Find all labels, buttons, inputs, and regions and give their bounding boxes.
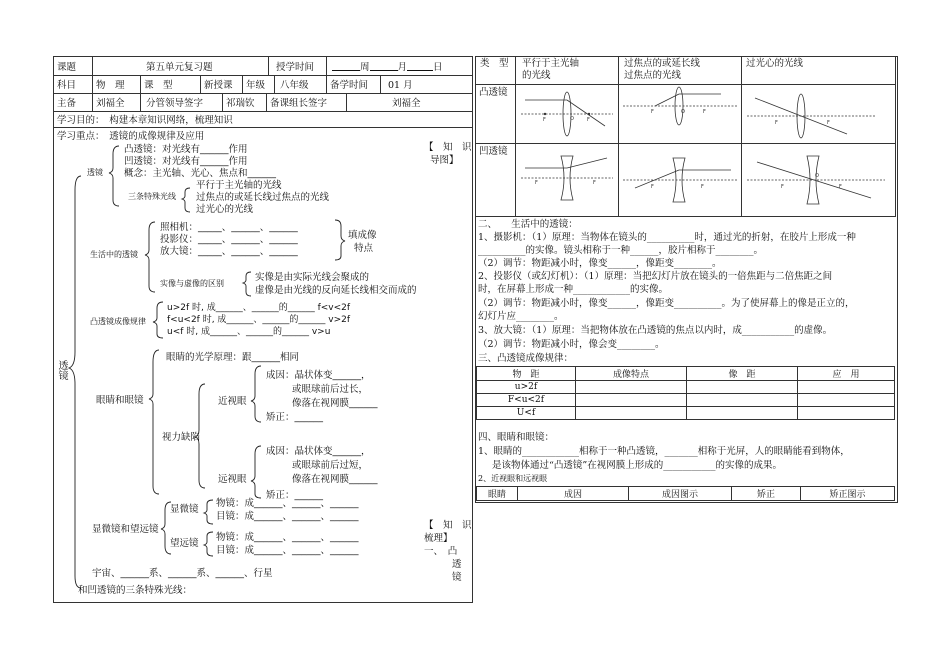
imaging-cell[interactable]	[798, 407, 895, 420]
group-sign-value: 刘福全	[392, 98, 421, 109]
convex-center-diagram	[747, 94, 875, 138]
convex2-o: O	[681, 109, 685, 115]
life-p3: （2）调节：物距减小时，像变______，像距变________。	[478, 258, 722, 269]
header-row-1	[54, 57, 472, 76]
concave3-f-right: F	[839, 184, 842, 190]
hyperopia-label: 远视眼	[218, 474, 247, 485]
side-tag-sort-3: 一、 凸	[424, 546, 458, 557]
topic-value: 第五单元复习题	[146, 62, 213, 73]
ray-1: 平行于主光轴的光线	[196, 180, 282, 191]
concave-focus-diagram	[623, 158, 737, 202]
life-p6: （2）调节：物距减小时，像变______，像距变__________。为了使屏幕上的像是正立的，	[478, 298, 855, 309]
eye-p3: 2、近视眼和远视眼	[478, 474, 548, 483]
scope-title: 显微镜和望远镜	[92, 524, 159, 535]
grade-value: 八年级	[280, 80, 309, 91]
rays-head-focus-1: 过焦点的或延长线	[624, 58, 701, 69]
life-projector: 投影仪：_____、______、______	[160, 234, 298, 245]
imaging-head-v: 像 距	[687, 367, 798, 381]
rays-head-parallel-2: 的光线	[522, 70, 551, 81]
life-magnifier: 放大镜：_____、______、______	[160, 246, 298, 257]
convex-f-left: F	[543, 117, 546, 123]
header-row-3	[54, 93, 472, 112]
imaging-head-use: 应 用	[798, 367, 895, 381]
virtual-image-line: 虚像是由光线的反向延长线相交而成的	[255, 285, 417, 296]
concave2-f-right: F	[701, 184, 704, 190]
prep-time-value: 01 月	[388, 80, 413, 91]
side-tag-map-1: 【 知 识	[424, 142, 472, 153]
life-fill-hint-2: 特点	[354, 243, 374, 254]
myopia-cause: 成因：晶状体变______，	[266, 370, 371, 381]
ray-2: 过焦点的或延长线过焦点的光线	[196, 192, 330, 203]
lens-title: 透镜	[87, 168, 103, 177]
life-p5: 时，在屏幕上形成一种____________的实像。	[478, 284, 669, 295]
side-tag-sort-2: 梳理】	[424, 533, 453, 544]
concept-line: 概念：主光轴、光心、焦点和______	[124, 168, 277, 179]
teach-time-value[interactable]: 周 月 日	[332, 57, 443, 75]
side-tag-sort-1: 【 知 识	[424, 520, 472, 531]
convex-f-right: F	[587, 117, 590, 123]
real-image-line: 实像是由实际光线会聚成的	[255, 272, 370, 283]
concave-parallel-diagram	[521, 156, 613, 200]
eye-head-cause-fig: 成因图示	[629, 487, 732, 501]
concave3-f-left: F	[781, 184, 784, 190]
telescope-label: 望远镜	[170, 538, 199, 549]
micro-eyepiece: 目镜：成______、______、______	[216, 511, 359, 522]
eye-p2: 是该物体通过“凸透镜”在视网膜上形成的___________的实像的成果。	[492, 460, 782, 471]
main-prep-value: 刘福全	[96, 98, 125, 109]
label-subject: 科目	[57, 80, 77, 91]
concave-f-right: F	[593, 180, 596, 186]
rays-head-center: 过光心的光线	[746, 58, 804, 69]
label-main-prep: 主备	[57, 98, 77, 109]
rays-row-convex: 凸透镜	[479, 87, 508, 98]
imaging-cell[interactable]	[576, 394, 687, 407]
eye-head-eye: 眼睛	[477, 487, 518, 501]
convex2-f-left: F	[651, 109, 654, 115]
concave-f-left: F	[535, 180, 538, 186]
hyperopia-fix: 矫正：______	[266, 490, 324, 501]
imaging-cell[interactable]	[576, 407, 687, 420]
imaging-line-3: u<f 时, 成______、______的______ v>u	[167, 327, 331, 337]
imaging-row-2: F<u<2f	[477, 394, 576, 407]
concave-line: 凹透镜：对光线有______作用	[124, 156, 248, 167]
convex-parallel-diagram	[521, 92, 613, 136]
convex3-f-right: F	[827, 120, 830, 126]
imaging-section-title: 三、凸透镜成像规律：	[478, 353, 574, 364]
learning-goal: 学习目的： 构建本章知识网络，梳理知识	[57, 115, 233, 126]
life-p8: 3、放大镜：（1）原理：当把物体放在凸透镜的焦点以内时，成___________的虚像。	[478, 325, 833, 336]
imaging-table	[476, 366, 895, 420]
mindmap-bottom-line: 和凹透镜的三条特殊光线：	[78, 585, 193, 596]
eye-p1: 1、眼睛的____________相称于一种凸透镜，_______相称于光屏，人的眼睛能看到物体，	[478, 446, 850, 457]
eye-head-cause: 成因	[518, 487, 629, 501]
hyperopia-cause-2: 或眼球前后过短，	[292, 460, 369, 471]
imaging-line-2: f<u<2f 时, 成______、______的______ v>2f	[167, 315, 351, 325]
header-row-2	[54, 75, 472, 94]
imaging-head-u: 物 距	[477, 367, 576, 381]
life-camera: 照相机：_____、______、______	[160, 222, 298, 233]
life-p7: 幻灯片应________。	[478, 311, 564, 322]
ray-3: 过光心的光线	[196, 204, 254, 215]
life-p1: 1、摄影机：（1）原理：当物体在镜头的__________时，通过光的折射，在胶片上形成一种	[478, 232, 856, 243]
myopia-fix: 矫正：______	[266, 412, 324, 423]
myopia-cause-3: 像落在视网膜______	[292, 398, 378, 409]
tele-objective: 物镜：成______、______、______	[216, 532, 359, 543]
vision-defect: 视力缺陷	[162, 432, 201, 443]
life-p9: （2）调节：物距减小时，像会变________。	[478, 339, 665, 350]
label-prep-time: 备学时间	[330, 80, 369, 91]
life-p2: __________的实像。镜头相称于一种______，胶片相称于________。	[478, 245, 764, 256]
leader-sign-value: 祁瑞钦	[226, 98, 255, 109]
hyperopia-cause: 成因：晶状体变______，	[266, 446, 371, 457]
rays-head-type: 类 型	[480, 58, 509, 69]
imaging-title: 凸透镜成像规律	[90, 317, 146, 326]
label-leader-sign: 分管领导签字	[146, 98, 204, 109]
imaging-cell[interactable]	[798, 394, 895, 407]
rays-row-concave: 凹透镜	[479, 146, 508, 157]
side-tag-map-2: 导图】	[430, 155, 459, 166]
life-fill-hint: 填成像	[348, 230, 377, 241]
side-tag-sort-4: 透	[452, 559, 462, 570]
label-lesson-type: 课 型	[144, 80, 173, 91]
imaging-line-1: u>2f 时, 成______、______的______ f<v<2f	[167, 303, 351, 313]
imaging-row-1: u>2f	[477, 381, 576, 394]
convex-line: 凸透镜：对光线有______作用	[124, 144, 248, 155]
convex-o: O	[570, 116, 574, 122]
side-tag-sort-5: 镜	[452, 572, 462, 583]
label-topic: 课题	[57, 62, 77, 73]
imaging-cell[interactable]	[687, 394, 798, 407]
subject-value: 物 理	[96, 80, 125, 91]
imaging-row-3: U<f	[477, 407, 576, 420]
lesson-type-value: 新授课	[204, 80, 233, 91]
imaging-cell[interactable]	[576, 381, 687, 394]
eye-section-title: 四、眼睛和眼镜：	[478, 432, 555, 443]
imaging-cell[interactable]	[798, 381, 895, 394]
imaging-cell[interactable]	[687, 381, 798, 394]
label-group-sign: 备课组长签字	[270, 98, 328, 109]
imaging-cell[interactable]	[687, 407, 798, 420]
concave-center-diagram	[747, 156, 885, 204]
goal-row	[54, 111, 472, 128]
eye-title: 眼睛和眼镜	[96, 395, 144, 406]
concave3-o: O	[815, 173, 819, 179]
life-title: 生活中的透镜	[90, 250, 138, 259]
life-p4: 2、投影仪（或幻灯机）：（1）原理：当把幻灯片放在镜头的一倍焦距与二倍焦距之间	[478, 271, 833, 282]
eye-table	[476, 486, 895, 501]
special-rays-label: 三条特殊光线	[128, 192, 176, 201]
mindmap-root: 透镜	[56, 360, 67, 380]
convex-focus-diagram	[623, 87, 737, 125]
hyperopia-cause-3: 像落在视网膜______	[292, 474, 378, 485]
label-grade: 年级	[246, 80, 266, 91]
eye-head-fix: 矫正	[732, 487, 801, 501]
convex3-f-left: F	[775, 120, 778, 126]
eye-principle: 眼睛的光学原理：跟______相同	[166, 352, 300, 363]
life-section-title: 二、 生活中的透镜：	[478, 219, 578, 230]
microscope-label: 显微镜	[170, 504, 199, 515]
convex2-f-right: F	[703, 109, 706, 115]
concave2-f-left: F	[651, 184, 654, 190]
rays-head-parallel-1: 平行于主光轴	[522, 58, 580, 69]
eye-head-fix-fig: 矫正图示	[801, 487, 895, 501]
rays-head-focus-2: 过焦点的光线	[624, 70, 682, 81]
lens-diagrams	[475, 84, 896, 216]
micro-objective: 物镜：成______、______、______	[216, 498, 359, 509]
real-virtual-label: 实像与虚像的区别	[160, 279, 224, 288]
myopia-label: 近视眼	[218, 396, 247, 407]
label-teach-time: 授学时间	[276, 62, 315, 73]
myopia-cause-2: 或眼球前后过长，	[292, 384, 369, 395]
universe-line: 宇宙、______系、______系、______、行星	[92, 568, 273, 579]
tele-eyepiece: 目镜：成______、______、______	[216, 545, 359, 556]
imaging-head-feature: 成像特点	[576, 367, 687, 381]
learning-focus: 学习重点： 透镜的成像规律及应用	[57, 131, 205, 142]
